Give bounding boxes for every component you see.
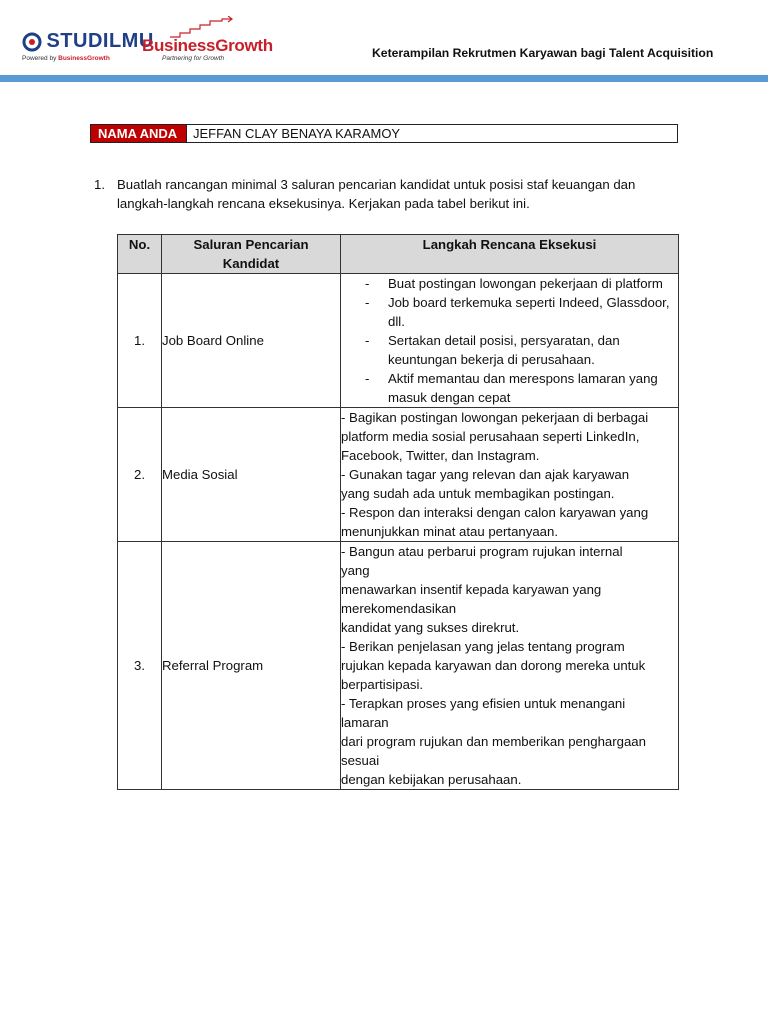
step-line: merekomendasikan <box>341 601 457 616</box>
table-row <box>118 542 679 790</box>
steps-list <box>341 274 678 407</box>
header-divider <box>0 75 768 82</box>
table-header-row <box>118 235 679 274</box>
step-line: berpartisipasi. <box>341 677 424 692</box>
row-channel: Job Board Online <box>162 274 341 408</box>
step-line: lamaran <box>341 715 389 730</box>
recruitment-plan-table <box>117 234 679 790</box>
row-steps <box>341 542 679 790</box>
step-line: - Berikan penjelasan yang jelas tentang program <box>341 639 625 654</box>
step-line: yang <box>341 563 370 578</box>
step-line: dengan kebijakan perusahaan. <box>341 772 522 787</box>
row-steps <box>341 408 679 542</box>
page-header <box>0 0 768 84</box>
studilmu-logo-icon <box>22 32 42 52</box>
step-line: platform media sosial perusahaan seperti LinkedIn, <box>341 429 640 444</box>
step-line: dari program rujukan dan memberikan penghargaan <box>341 734 646 749</box>
businessgrowth-logo <box>140 16 273 66</box>
row-number: 1. <box>118 274 162 408</box>
name-field <box>90 124 678 143</box>
step-item: - Sertakan detail posisi, persyaratan, dan keuntungan bekerja di perusahaan. <box>341 331 678 369</box>
step-line: - Gunakan tagar yang relevan dan ajak karyawan <box>341 467 630 482</box>
step-line: sesuai <box>341 753 380 768</box>
question-text: Buatlah rancangan minimal 3 saluran pencarian kandidat untuk posisi staf keuangan dan langkah-langkah rencana eksekusinya. Kerjakan pada tabel berikut ini. <box>117 177 636 211</box>
step-line: menawarkan insentif kepada karyawan yang <box>341 582 602 597</box>
table-row <box>118 274 679 408</box>
row-channel: Referral Program <box>162 542 341 790</box>
stairs-arrow-icon <box>170 16 236 38</box>
step-item: - Buat postingan lowongan pekerjaan di platform <box>341 274 678 293</box>
question-1 <box>94 175 684 213</box>
header-steps: Langkah Rencana Eksekusi <box>341 235 679 274</box>
table-row <box>118 408 679 542</box>
studilmu-tagline: Powered by BusinessGrowth <box>22 55 110 62</box>
header-channel: Saluran Pencarian Kandidat <box>162 235 341 274</box>
step-line: rujukan kepada karyawan dan dorong mereka untuk <box>341 658 646 673</box>
question-number: 1. <box>94 177 105 192</box>
step-line: menunjukkan minat atau pertanyaan. <box>341 524 559 539</box>
step-line: - Terapkan proses yang efisien untuk menangani <box>341 696 626 711</box>
step-line: - Bagikan postingan lowongan pekerjaan di berbagai <box>341 410 649 425</box>
businessgrowth-logo-text: BusinessGrowth <box>142 36 273 55</box>
step-line: yang sudah ada untuk membagikan postingan. <box>341 486 615 501</box>
name-value: JEFFAN CLAY BENAYA KARAMOY <box>193 126 401 141</box>
row-number: 3. <box>118 542 162 790</box>
step-line: kandidat yang sukses direkrut. <box>341 620 520 635</box>
name-label: NAMA ANDA <box>91 125 187 142</box>
step-line: - Bangun atau perbarui program rujukan internal <box>341 544 623 559</box>
step-line: Facebook, Twitter, dan Instagram. <box>341 448 540 463</box>
step-line: - Respon dan interaksi dengan calon karyawan yang <box>341 505 649 520</box>
businessgrowth-tagline: Partnering for Growth <box>162 55 225 62</box>
studilmu-logo <box>22 30 154 53</box>
document-title: Keterampilan Rekrutmen Karyawan bagi Talent Acquisition <box>372 46 714 60</box>
studilmu-logo-text: STUDILMU <box>46 30 154 52</box>
row-steps <box>341 274 679 408</box>
row-channel: Media Sosial <box>162 408 341 542</box>
header-no: No. <box>118 235 162 274</box>
step-item: - Aktif memantau dan merespons lamaran yang masuk dengan cepat <box>341 369 678 407</box>
step-item: - Job board terkemuka seperti Indeed, Glassdoor, dll. <box>341 293 678 331</box>
row-number: 2. <box>118 408 162 542</box>
